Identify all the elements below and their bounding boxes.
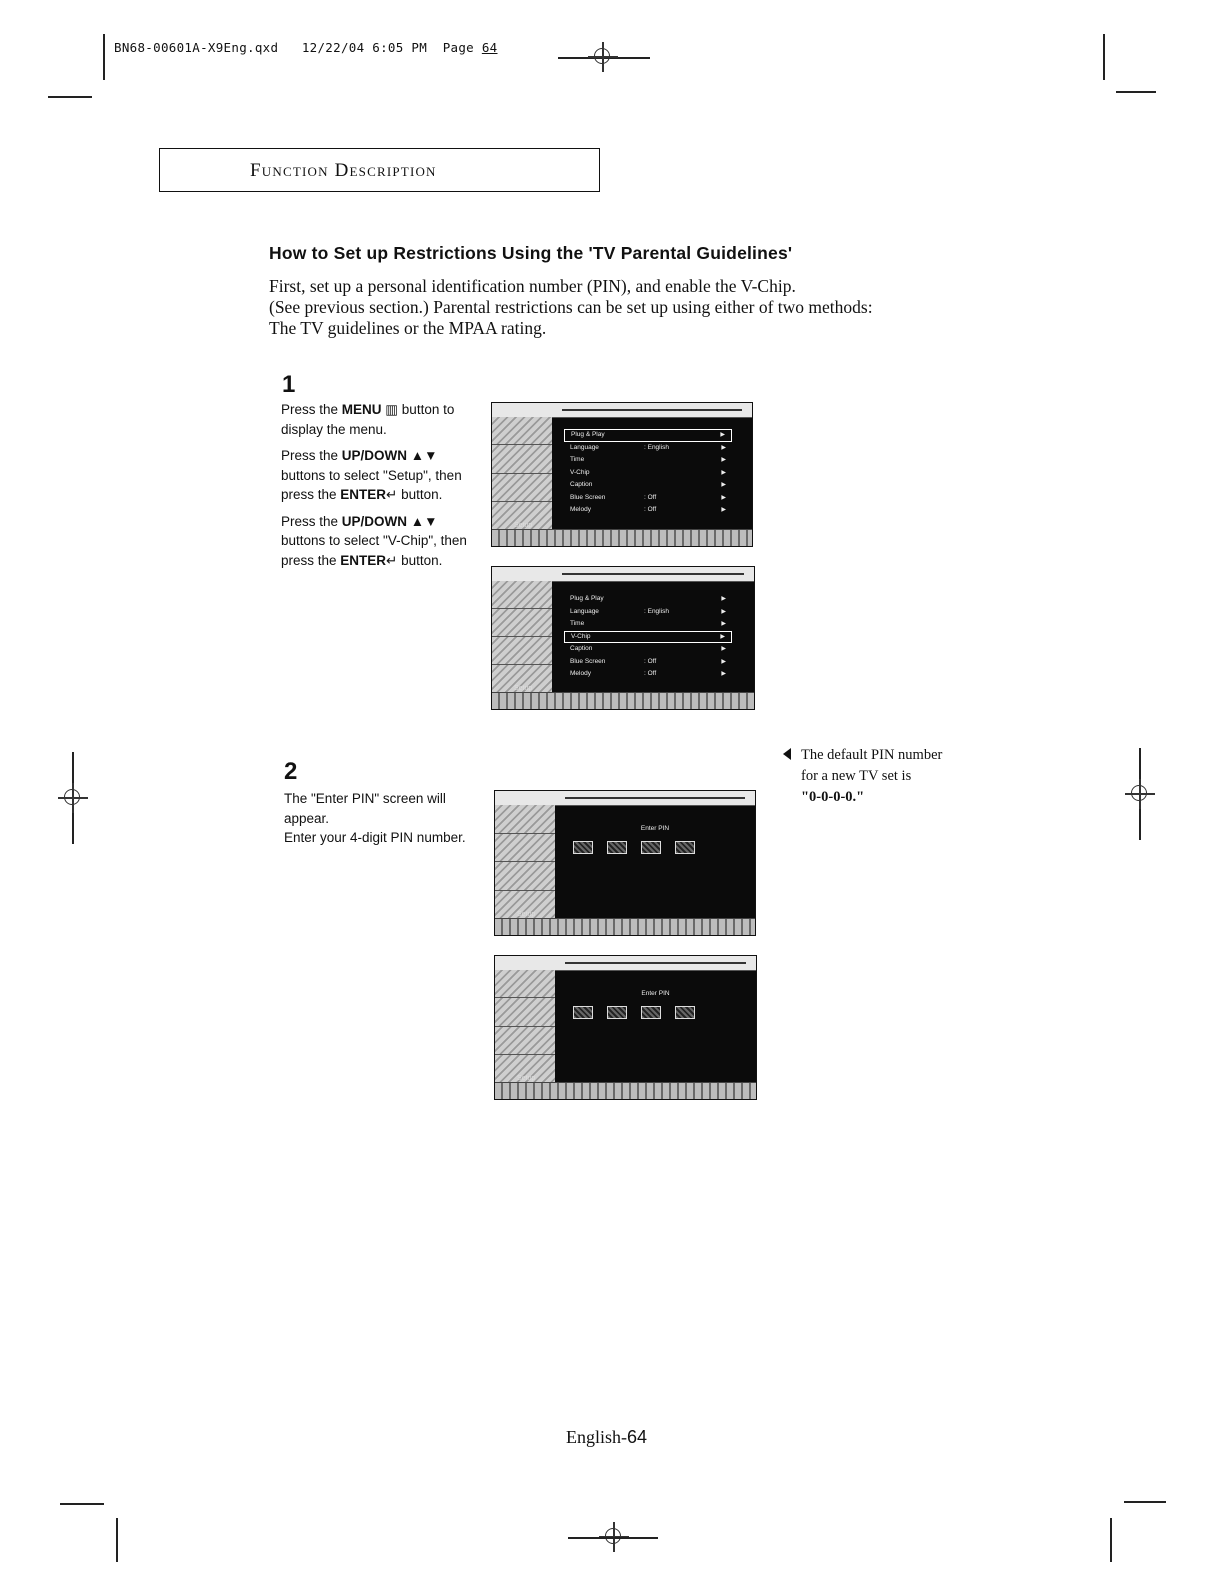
step-2-line-1: The "Enter PIN" screen will appear. [284,791,446,826]
slug-page-label: Page [442,40,475,55]
crop-mark [103,34,105,80]
step-2-number: 2 [284,758,298,785]
crop-mark [1116,91,1156,93]
pin-digit-box [675,1006,695,1019]
crop-mark [1103,34,1105,80]
intro-text [269,276,989,339]
enter-pin-label: Enter PIN [641,990,670,997]
crop-mark [60,1503,104,1505]
tv-vchip-menu-screen [491,566,755,710]
tv-enter-pin-screen [494,790,756,936]
enter-button-icon: ↵ [386,487,398,502]
registration-mark-icon [1129,783,1151,805]
menu-item: Caption ▶ [570,481,726,488]
intro-line: (See previous section.) Parental restrictions can be set up using either of two methods: [269,297,873,317]
menu-item: Time ▶ [570,620,726,627]
menu-item: Melody : Off ▶ [570,670,726,677]
menu-item: Language : English ▶ [570,443,726,451]
up-down-arrows-icon: ▲▼ [407,513,438,529]
step-1-para-3: Press the UP/DOWN ▲▼ buttons to select "V-Chip", then press the ENTER↵ button. [281,513,467,568]
menu-item: Language : English ▶ [570,607,726,615]
crop-mark [1124,1501,1166,1503]
footer-page-number: 64 [627,1427,648,1447]
menu-button-icon: ▥ [381,402,399,417]
slug-page-number: 64 [481,40,498,55]
menu-item-selected: Plug & Play ▶ [564,429,732,442]
menu-item: Blue Screen : Off ▶ [570,493,726,501]
crop-mark [568,1537,658,1539]
menu-item: Plug & Play ▶ [570,595,726,602]
crop-mark [116,1518,118,1562]
registration-mark-icon [592,46,614,68]
section-title: Function Description [250,160,437,181]
footer-language: English- [566,1427,627,1447]
pin-digit-boxes [573,841,695,854]
setup-side-label: Setup [517,911,536,918]
pin-digit-box [675,841,695,854]
menu-item: V-Chip ▶ [570,468,726,476]
setup-menu-list [564,429,732,517]
step-1-number: 1 [282,371,296,398]
enter-pin-label: Enter PIN [640,825,670,832]
tv-enter-pin-screen-filled [494,955,757,1100]
page-heading: How to Set up Restrictions Using the 'TV Parental Guidelines' [269,243,793,263]
step-2-line-2: Enter your 4-digit PIN number. [284,830,466,845]
slug-time: 6:05 PM [372,40,428,55]
tv-setup-menu-screen [491,402,753,547]
step-1-text [281,400,481,577]
menu-item-selected: V-Chip ▶ [564,631,732,644]
pin-digit-boxes [573,1006,695,1019]
note-line-1: The default PIN number [801,747,943,763]
note-default-pin: "0-0-0-0." [801,789,865,805]
menu-item: Melody : Off ▶ [570,506,726,513]
default-pin-note [783,745,993,808]
print-slug [114,40,498,55]
pin-digit-box [641,1006,661,1019]
note-pointer-icon [783,748,791,760]
setup-side-label: Setup [517,1075,536,1082]
intro-line: First, set up a personal identification number (PIN), and enable the V-Chip. [269,276,796,296]
slug-date: 12/22/04 [301,40,365,55]
pin-digit-box [573,1006,593,1019]
menu-item: Blue Screen : Off ▶ [570,657,726,665]
step-1-para-1: Press the MENU ▥ button to display the menu. [281,402,455,437]
pin-digit-box [607,1006,627,1019]
page-footer [566,1427,647,1448]
pin-digit-box [573,841,593,854]
menu-item: Time ▶ [570,456,726,463]
step-2-text [284,789,489,848]
menu-item: Caption ▶ [570,645,726,652]
slug-file: BN68-00601A-X9Eng.qxd [114,40,279,55]
setup-side-label: Setup [514,685,533,692]
crop-mark [48,96,92,98]
enter-button-icon: ↵ [386,552,398,568]
step-1-para-2: Press the UP/DOWN ▲▼ buttons to select "Setup", then press the ENTER↵ button. [281,448,462,502]
setup-side-label: Setup [514,522,533,529]
registration-mark-icon [62,787,84,809]
setup-menu-list [564,593,732,681]
up-down-arrows-icon: ▲▼ [407,448,438,463]
intro-line: The TV guidelines or the MPAA rating. [269,318,547,338]
crop-mark [1110,1518,1112,1562]
pin-digit-box [641,841,661,854]
pin-digit-box [607,841,627,854]
note-line-2: for a new TV set is [801,768,912,784]
